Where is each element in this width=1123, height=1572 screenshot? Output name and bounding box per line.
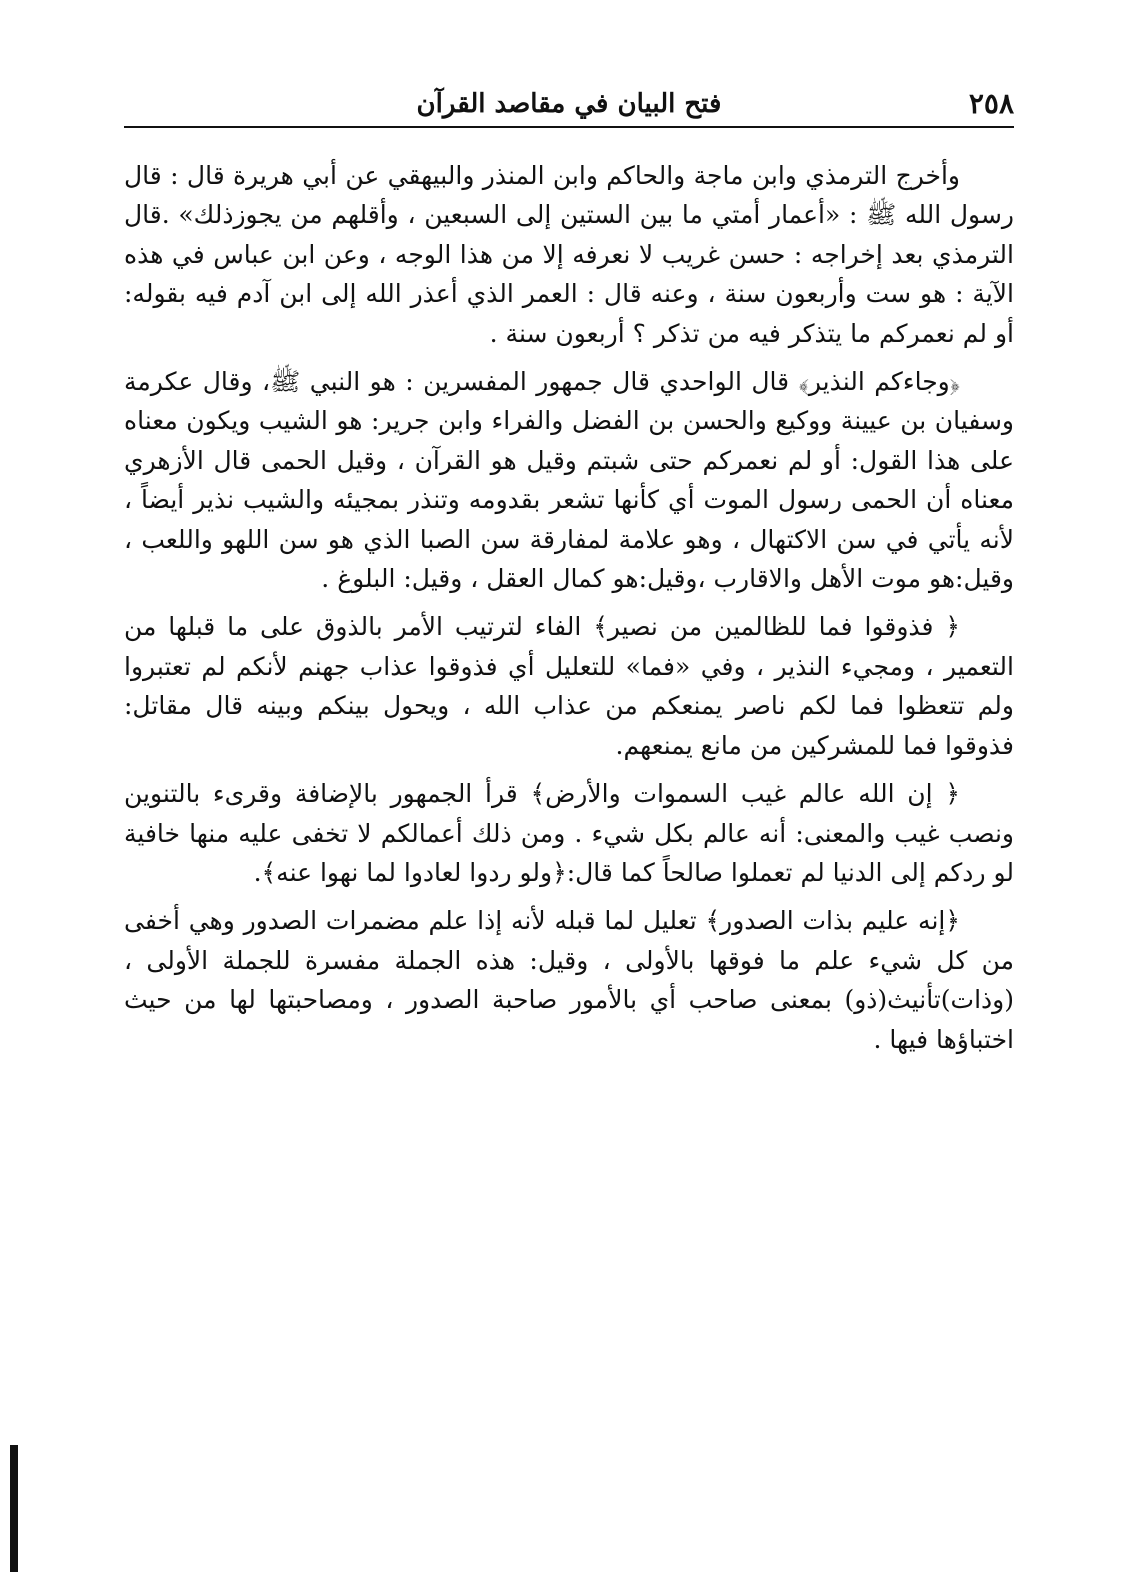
paragraph-5: ﴿إنه عليم بذات الصدور﴾ تعليل لما قبله لأنه إذا علم مضمرات الصدور وهي أخفى من كل شيء علم ما فوقها بالأولى ، وقيل: هذه الجملة مفسرة للجملة الأولى ،(وذات)تأنيث(ذو) بمعنى صاحب أي بالأمور صاحبة الصدور ، ومصاحبتها لها من حيث اختباؤها فيها . xyxy=(124,906,1014,1054)
paragraph-4: ﴿ إن الله عالم غيب السموات والأرض﴾ قرأ الجمهور بالإضافة وقرىء بالتنوين ونصب غيب والمعنى: أنه عالم بكل شيء . ومن ذلك أعمالكم لا تخفى عليه منها خافية لو ردكم إلى الدنيا لم تعملوا صالحاً كما قال:﴿ولو ردوا لعادوا لما نهوا عنه﴾. xyxy=(124,779,1014,887)
page-body xyxy=(124,156,1014,1068)
paragraph-2: ﴿وجاءكم النذير﴾ قال الواحدي قال جمهور المفسرين : هو النبي ﷺ، وقال عكرمة وسفيان بن عيينة ووكيع والحسن بن الفضل والفراء وابن جرير: هو الشيب ويكون معناه على هذا القول: أو لم نعمركم حتى شبتم وقيل هو القرآن ، وقيل الحمى قال الأزهري معناه أن الحمى رسول الموت أي كأنها تشعر بقدومه وتنذر بمجيئه والشيب نذير أيضاً ، لأنه يأتي في سن الاكتهال ، وهو علامة لمفارقة سن الصبا الذي هو سن اللهو واللعب ، وقيل:هو موت الأهل والاقارب ،وقيل:هو كمال العقل ، وقيل: البلوغ . xyxy=(124,367,1014,594)
scan-margin-shadow xyxy=(10,1445,18,1572)
paragraph-3: ﴿ فذوقوا فما للظالمين من نصير﴾ الفاء لترتيب الأمر بالذوق على ما قبلها من التعمير ، ومجيء النذير ، وفي «فما» للتعليل أي فذوقوا عذاب جهنم لأنكم لم تعتبروا ولم تتعظوا فما لكم ناصر يمنعكم من عذاب الله ، ويحول بينكم وبينه قال مقاتل: فذوقوا فما للمشركين من مانع يمنعهم. xyxy=(124,612,1014,760)
running-title: فتح البيان في مقاصد القرآن xyxy=(416,89,722,119)
page-number: ٢٥٨ xyxy=(968,87,1014,120)
paragraph-1: وأخرج الترمذي وابن ماجة والحاكم وابن المنذر والبيهقي عن أبي هريرة قال : قال رسول الله ﷺ : «أعمار أمتي ما بين الستين إلى السبعين ، وأقلهم من يجوزذلك» .قال الترمذي بعد إخراجه : حسن غريب لا نعرفه إلا من هذا الوجه ، وعن ابن عباس في هذه الآية : هو ست وأربعون سنة ، وعنه قال : العمر الذي أعذر الله إلى ابن آدم فيه بقوله: أو لم نعمركم ما يتذكر فيه من تذكر ؟ أربعون سنة . xyxy=(124,161,1014,348)
page-header xyxy=(124,86,1014,128)
